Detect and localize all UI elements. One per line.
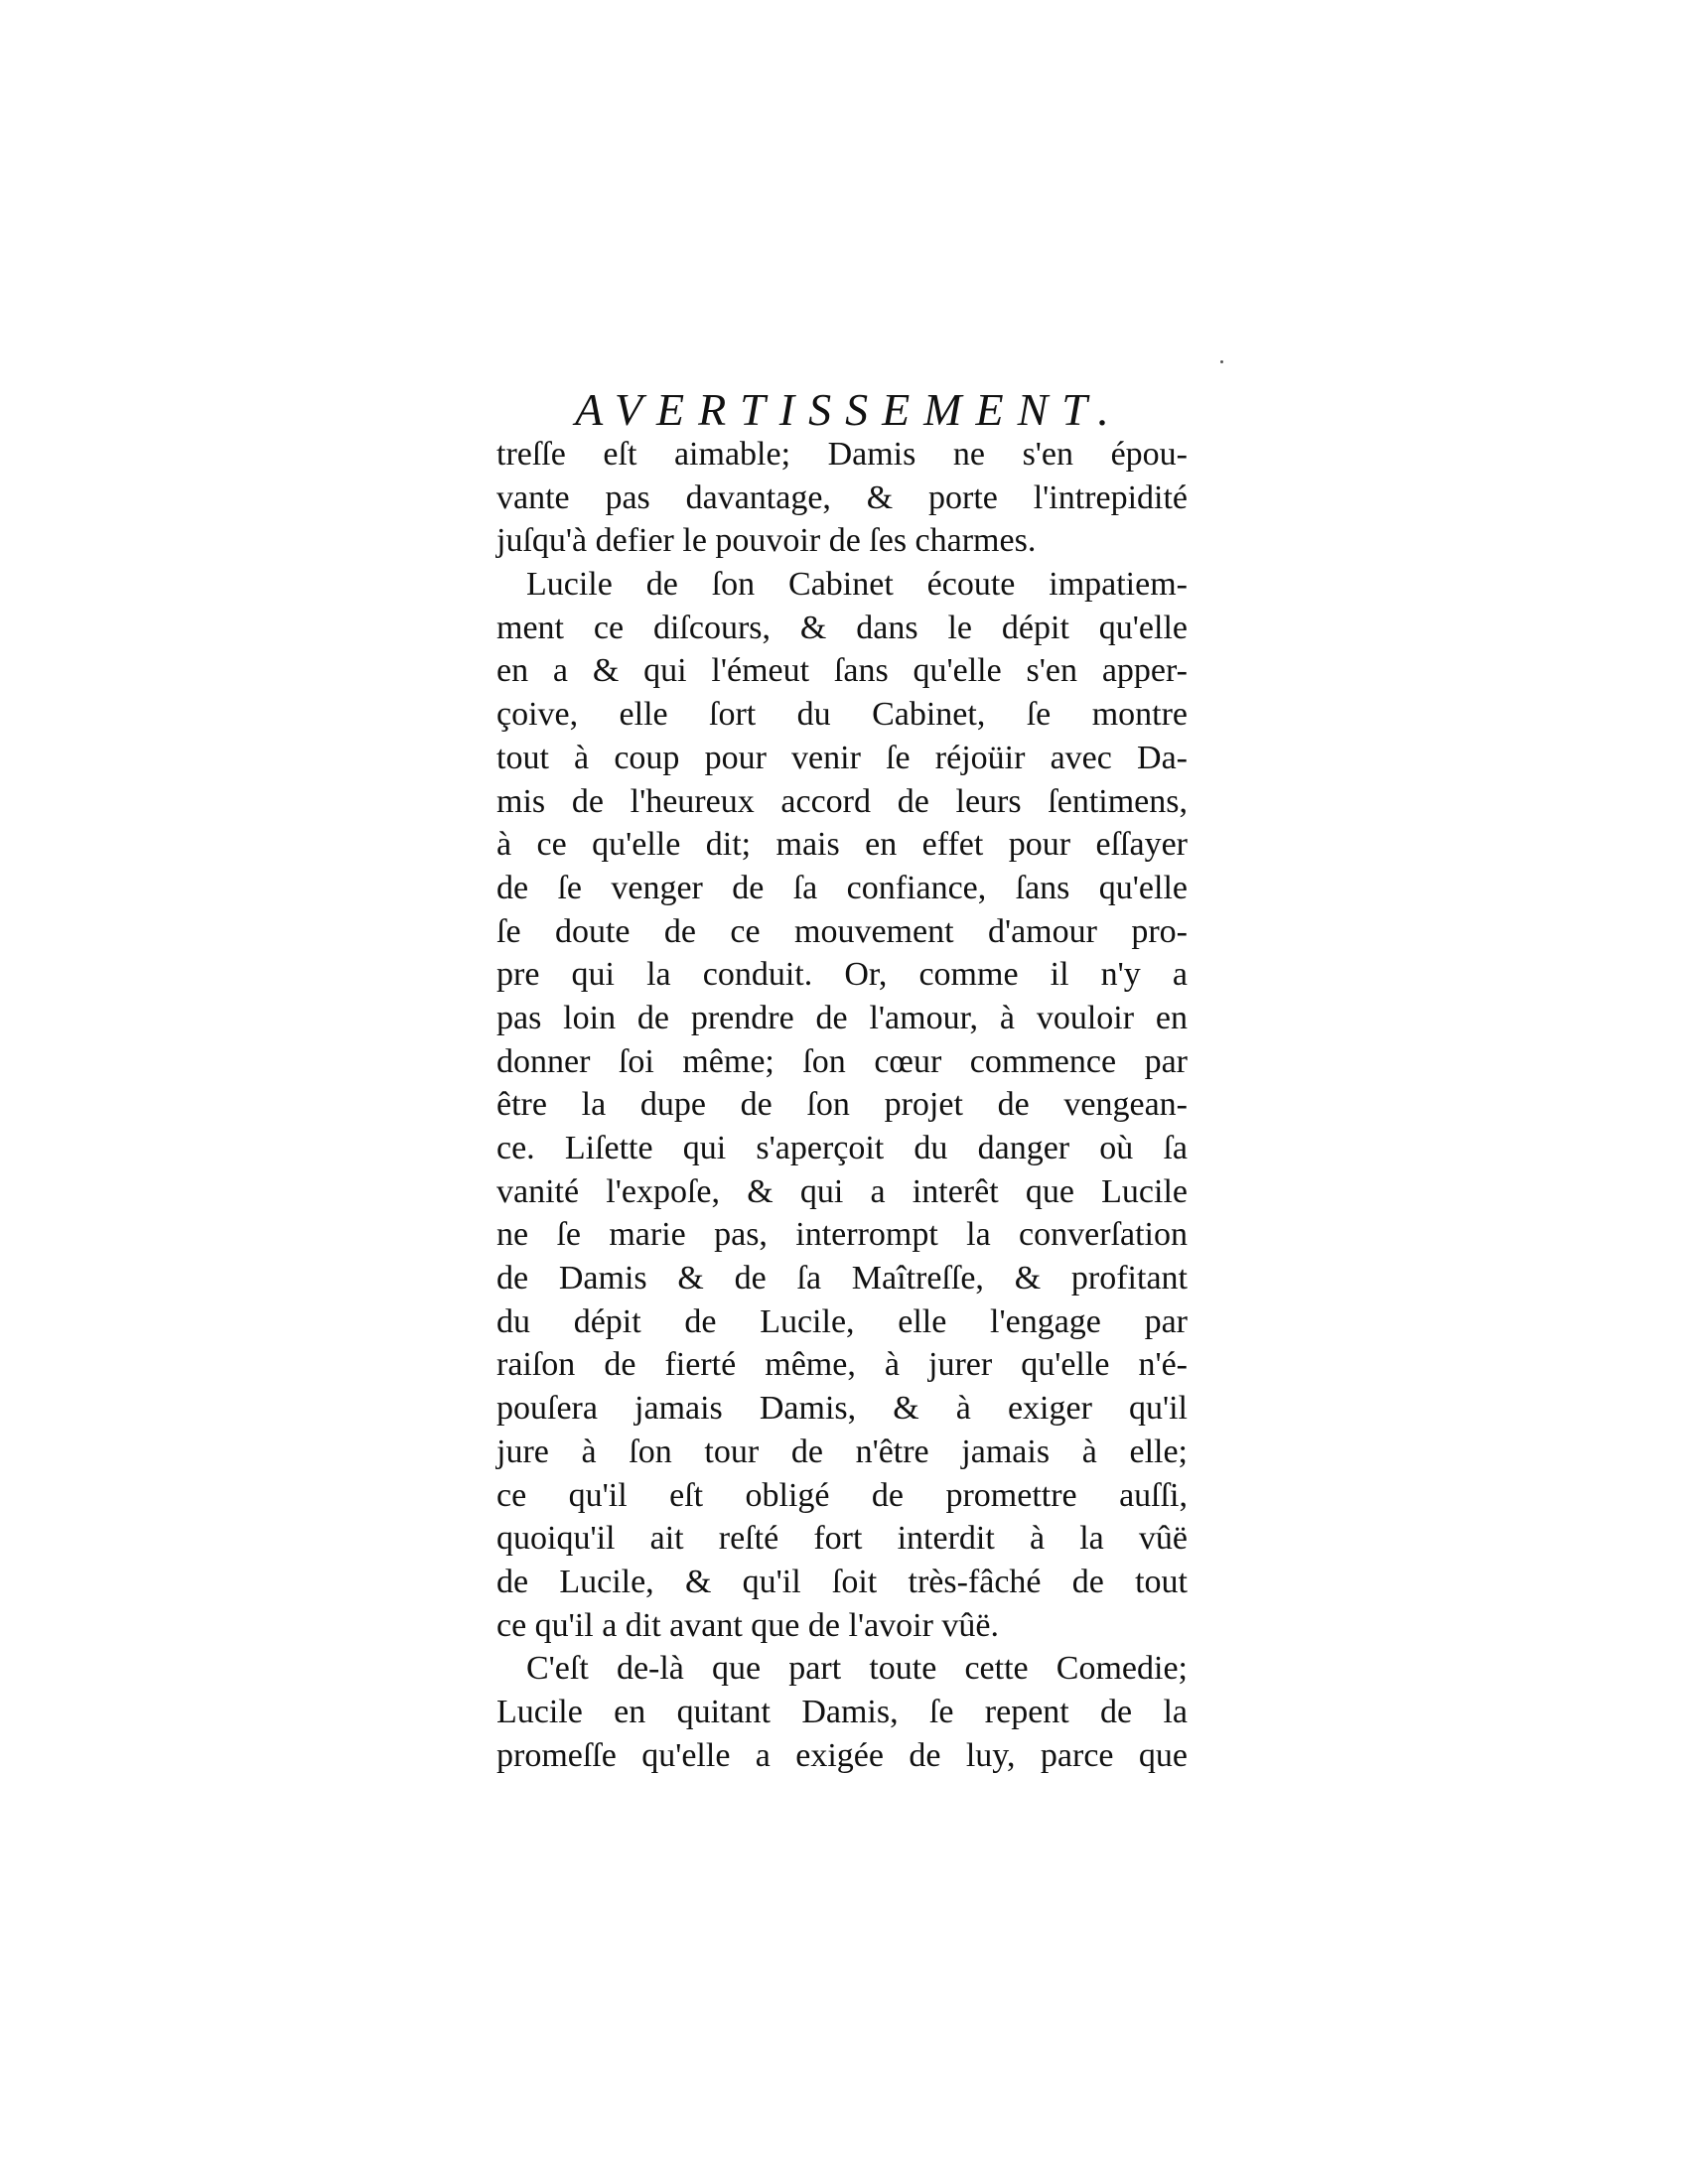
text-line: Lucile en quitant Damis, ſe repent de la [496,1693,1188,1730]
text-line: tout à coup pour venir ſe réjoüir avec Da- [496,739,1188,776]
text-line: donner ſoi même; ſon cœur commence par [496,1042,1188,1080]
text-line: vante pas davantage, & porte l'intrepidité [496,478,1188,516]
text-line: jure à ſon tour de n'être jamais à elle; [496,1433,1188,1470]
text-line: ment ce diſcours, & dans le dépit qu'elle [496,609,1188,646]
text-line: du dépit de Lucile, elle l'engage par [496,1302,1188,1340]
text-line: de ſe venger de ſa confiance, ſans qu'elle [496,869,1188,906]
text-line: pas loin de prendre de l'amour, à vouloir en [496,999,1188,1036]
text-line: promeſſe qu'elle a exigée de luy, parce que [496,1736,1188,1774]
text-line: vanité l'expoſe, & qui a interêt que Lucile [496,1172,1188,1210]
text-line: ce qu'il eſt obligé de promettre auſſi, [496,1476,1188,1514]
text-line: ce qu'il a dit avant que de l'avoir vûë. [496,1606,1000,1644]
text-line: juſqu'à defier le pouvoir de ſes charmes. [496,522,1037,560]
text-line: treſſe eſt aimable; Damis ne s'en épou- [496,436,1188,473]
text-line: mis de l'heureux accord de leurs ſentimens, [496,782,1188,820]
text-line: ſe doute de ce mouvement d'amour pro- [496,912,1188,950]
text-line: être la dupe de ſon projet de vengean- [496,1086,1188,1124]
text-line: çoive, elle ſort du Cabinet, ſe montre [496,696,1188,734]
text-line: de Damis & de ſa Maîtreſſe, & profitant [496,1260,1188,1297]
text-line: ce. Liſette qui s'aperçoit du danger où ſa [496,1130,1188,1166]
text-line: Lucile de ſon Cabinet écoute impatiem- [526,566,1188,604]
text-line: en a & qui l'émeut ſans qu'elle s'en apper- [496,652,1188,690]
text-line: pre qui la conduit. Or, comme il n'y a [496,956,1188,994]
paper-speck [1220,360,1223,363]
text-line: pouſera jamais Damis, & à exiger qu'il [496,1390,1188,1428]
text-line: C'eſt de-là que part toute cette Comedie; [526,1650,1188,1688]
page-running-header: AVERTISSEMENT. [575,384,1123,435]
text-line: ne ſe marie pas, interrompt la converſation [496,1216,1188,1254]
text-line: quoiqu'il ait reſté fort interdit à la vûë [496,1520,1188,1558]
body-text [496,433,1188,1777]
text-line: à ce qu'elle dit; mais en effet pour eſſayer [496,826,1188,864]
text-line: raiſon de fierté même, à jurer qu'elle n'é- [496,1346,1188,1384]
text-line: de Lucile, & qu'il ſoit très-fâché de tout [496,1563,1188,1600]
